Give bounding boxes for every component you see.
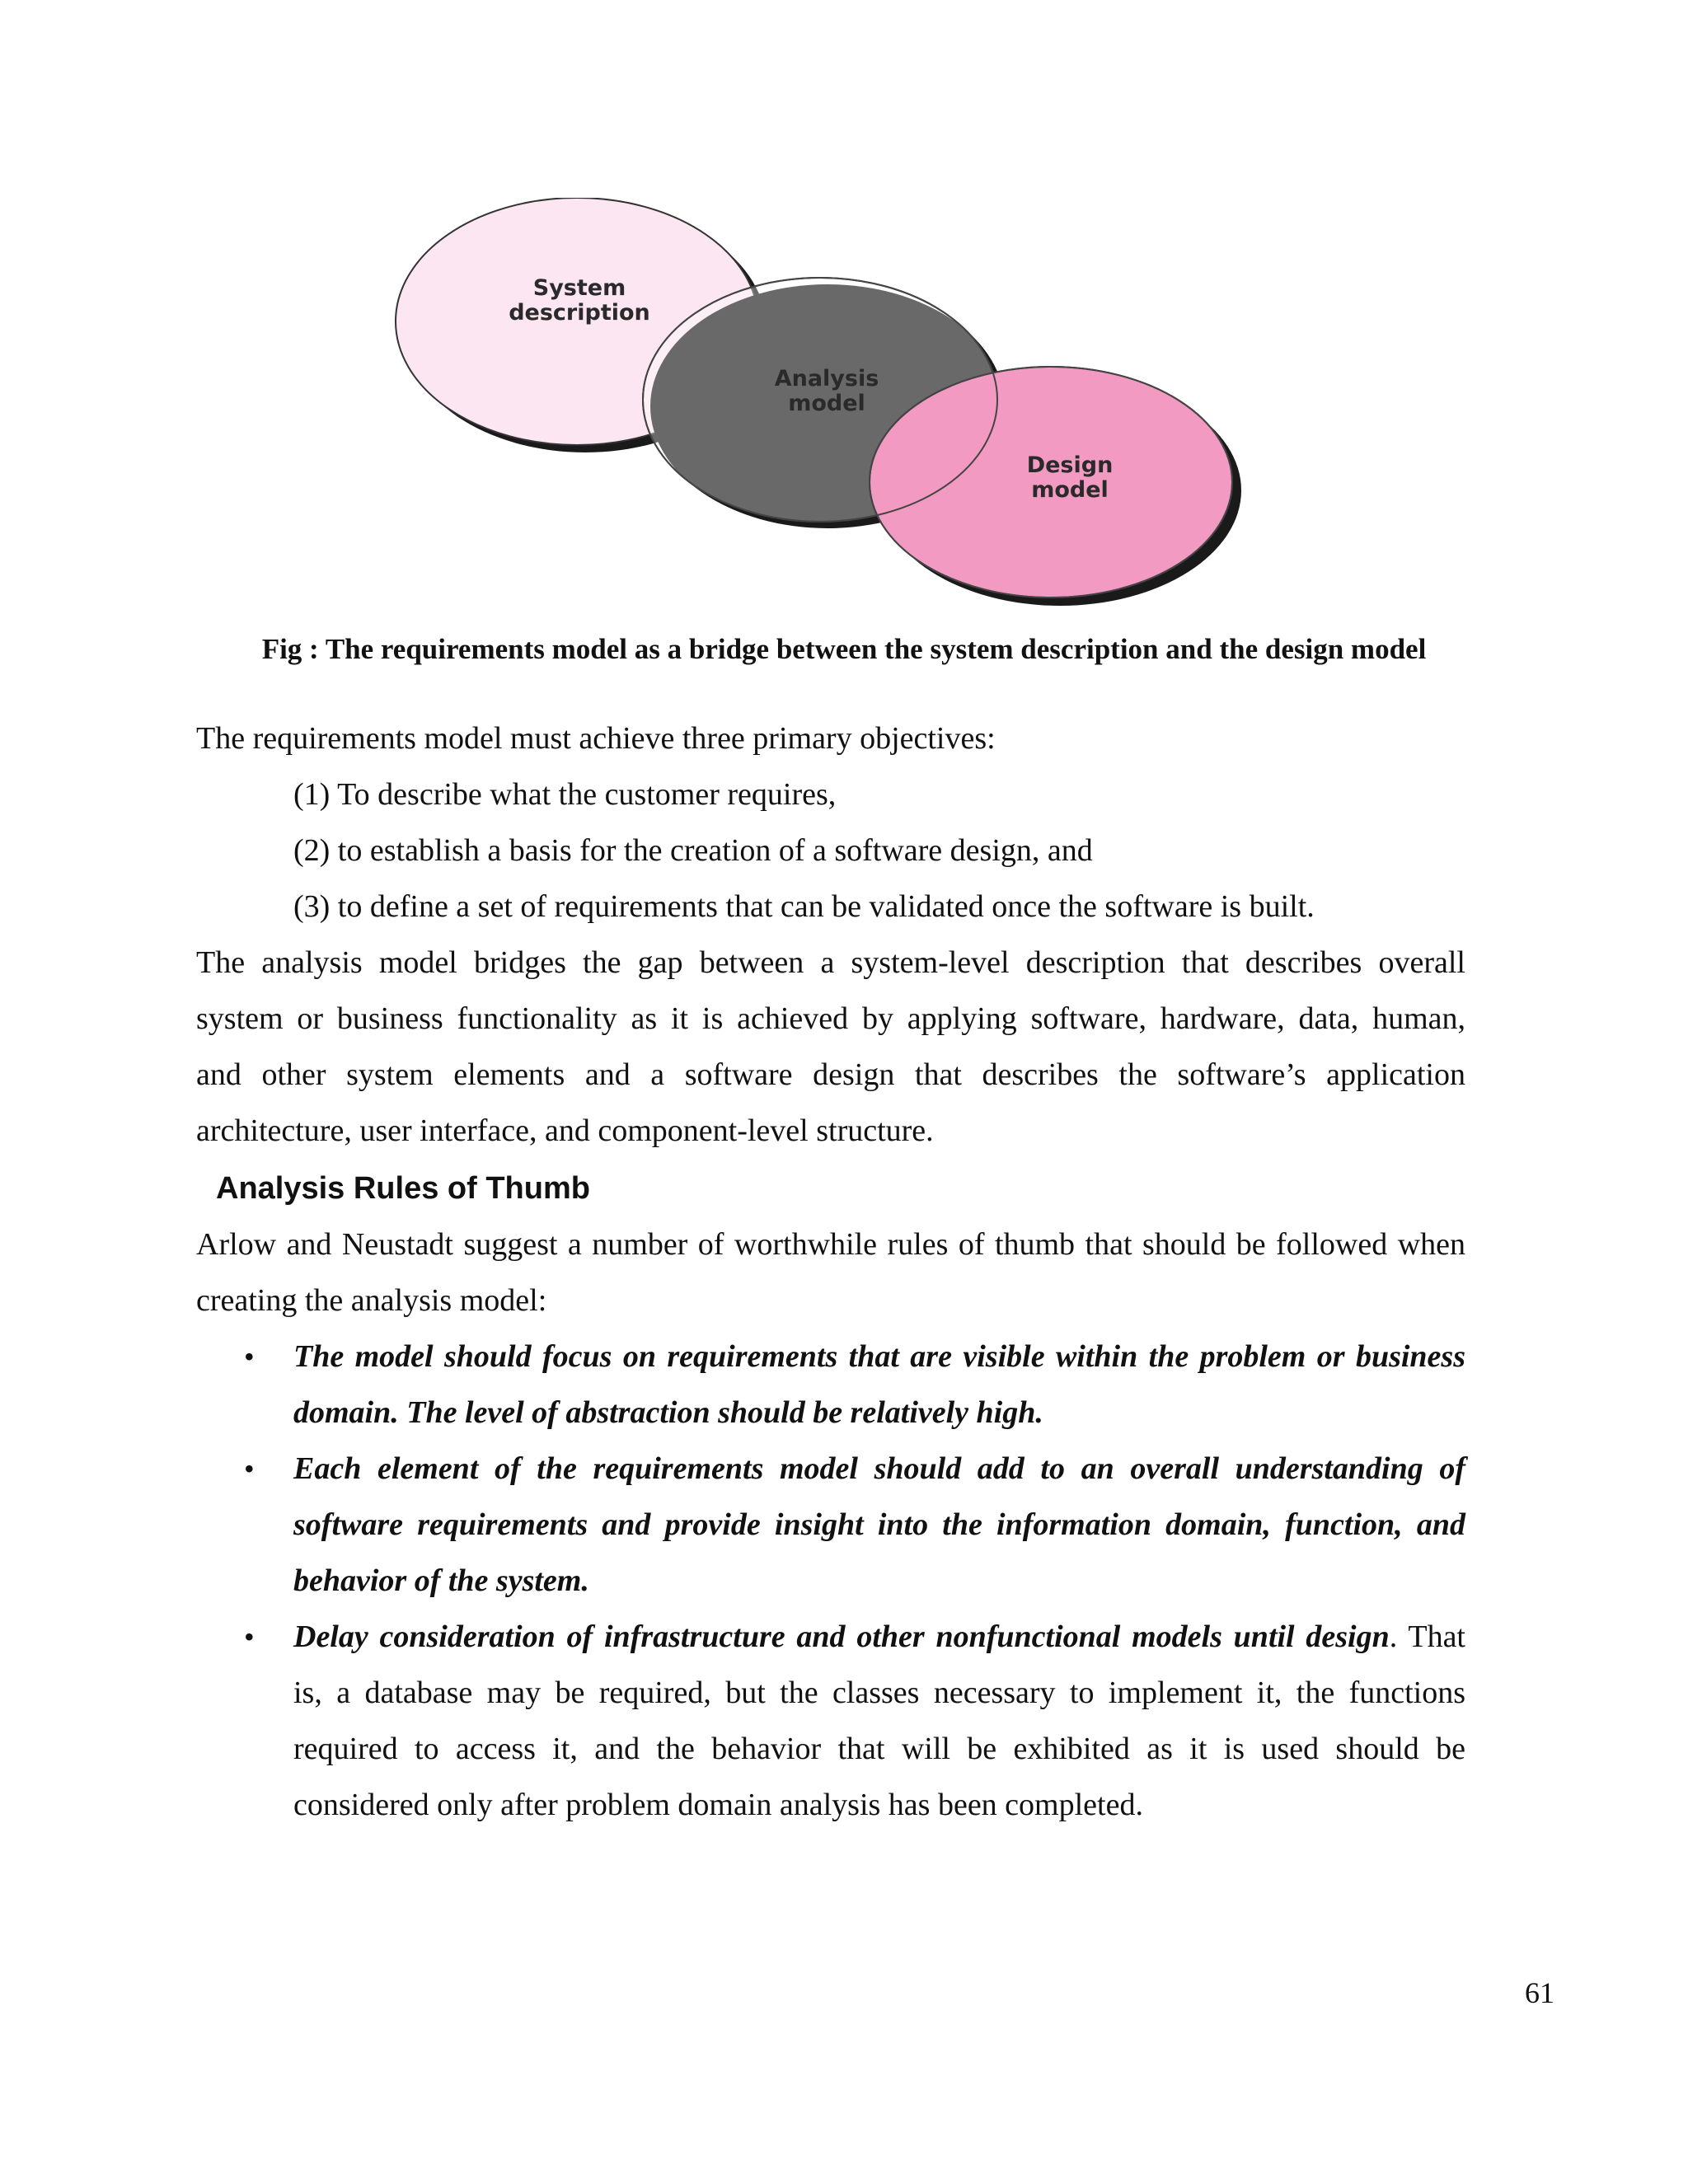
analysis-model-label <box>775 366 879 416</box>
figure-caption: Fig : The requirements model as a bridge between the system description and the design model <box>261 633 1427 665</box>
page-number: 61 <box>1525 1976 1554 2009</box>
bullet-marker: • <box>244 1620 255 1653</box>
label-line: model <box>788 391 865 416</box>
objective-item: (3) to define a set of requirements that can be validated once the software is built. <box>293 889 1315 924</box>
bullet-line <box>293 1619 1465 1655</box>
bullet-line: Each element of the requirements model should add to an overall understanding of <box>293 1451 1465 1486</box>
label-line: Design <box>1026 452 1114 478</box>
bullet-bold-lead: Delay consideration of infrastructure and other nonfunctional models until design <box>293 1619 1390 1654</box>
section-intro-line: Arlow and Neustadt suggest a number of worthwhile rules of thumb that should be followed when <box>196 1227 1465 1262</box>
bullet-line: The model should focus on requirements that are visible within the problem or business <box>293 1339 1465 1374</box>
bullet-line: software requirements and provide insight into the information domain, function, and <box>293 1507 1465 1542</box>
paragraph-line: and other system elements and a software design that describes the software’s application <box>196 1057 1465 1092</box>
bullet-marker: • <box>244 1452 255 1485</box>
bullet-line: required to access it, and the behavior that will be exhibited as it is used should be <box>293 1732 1465 1766</box>
label-line: System <box>532 275 626 301</box>
bullet-marker: • <box>244 1340 255 1373</box>
bullet-lead-rest: . That <box>1389 1619 1465 1654</box>
section-intro-line: creating the analysis model: <box>196 1283 547 1318</box>
objectives-lead: The requirements model must achieve three primary objectives: <box>196 721 996 756</box>
label-line: model <box>1031 477 1109 503</box>
label-line: description <box>509 300 650 326</box>
paragraph-line: system or business functionality as it is achieved by applying software, hardware, data, human, <box>196 1001 1465 1036</box>
section-heading: Analysis Rules of Thumb <box>216 1171 590 1206</box>
objective-item: (2) to establish a basis for the creation of a software design, and <box>293 833 1093 868</box>
design-model-label <box>1027 452 1114 503</box>
paragraph-line: architecture, user interface, and component-level structure. <box>196 1113 934 1148</box>
bullet-line: behavior of the system. <box>293 1563 589 1598</box>
requirements-bridge-figure <box>387 198 1278 618</box>
objective-item: (1) To describe what the customer requires, <box>293 777 837 812</box>
paragraph-line: The analysis model bridges the gap between a system-level description that describes overall <box>196 945 1465 980</box>
label-line: Analysis <box>774 366 879 391</box>
bullet-line: considered only after problem domain analysis has been completed. <box>293 1788 1143 1822</box>
bullet-line: is, a database may be required, but the classes necessary to implement it, the functions <box>293 1675 1465 1710</box>
bullet-line: domain. The level of abstraction should be relatively high. <box>293 1395 1043 1430</box>
